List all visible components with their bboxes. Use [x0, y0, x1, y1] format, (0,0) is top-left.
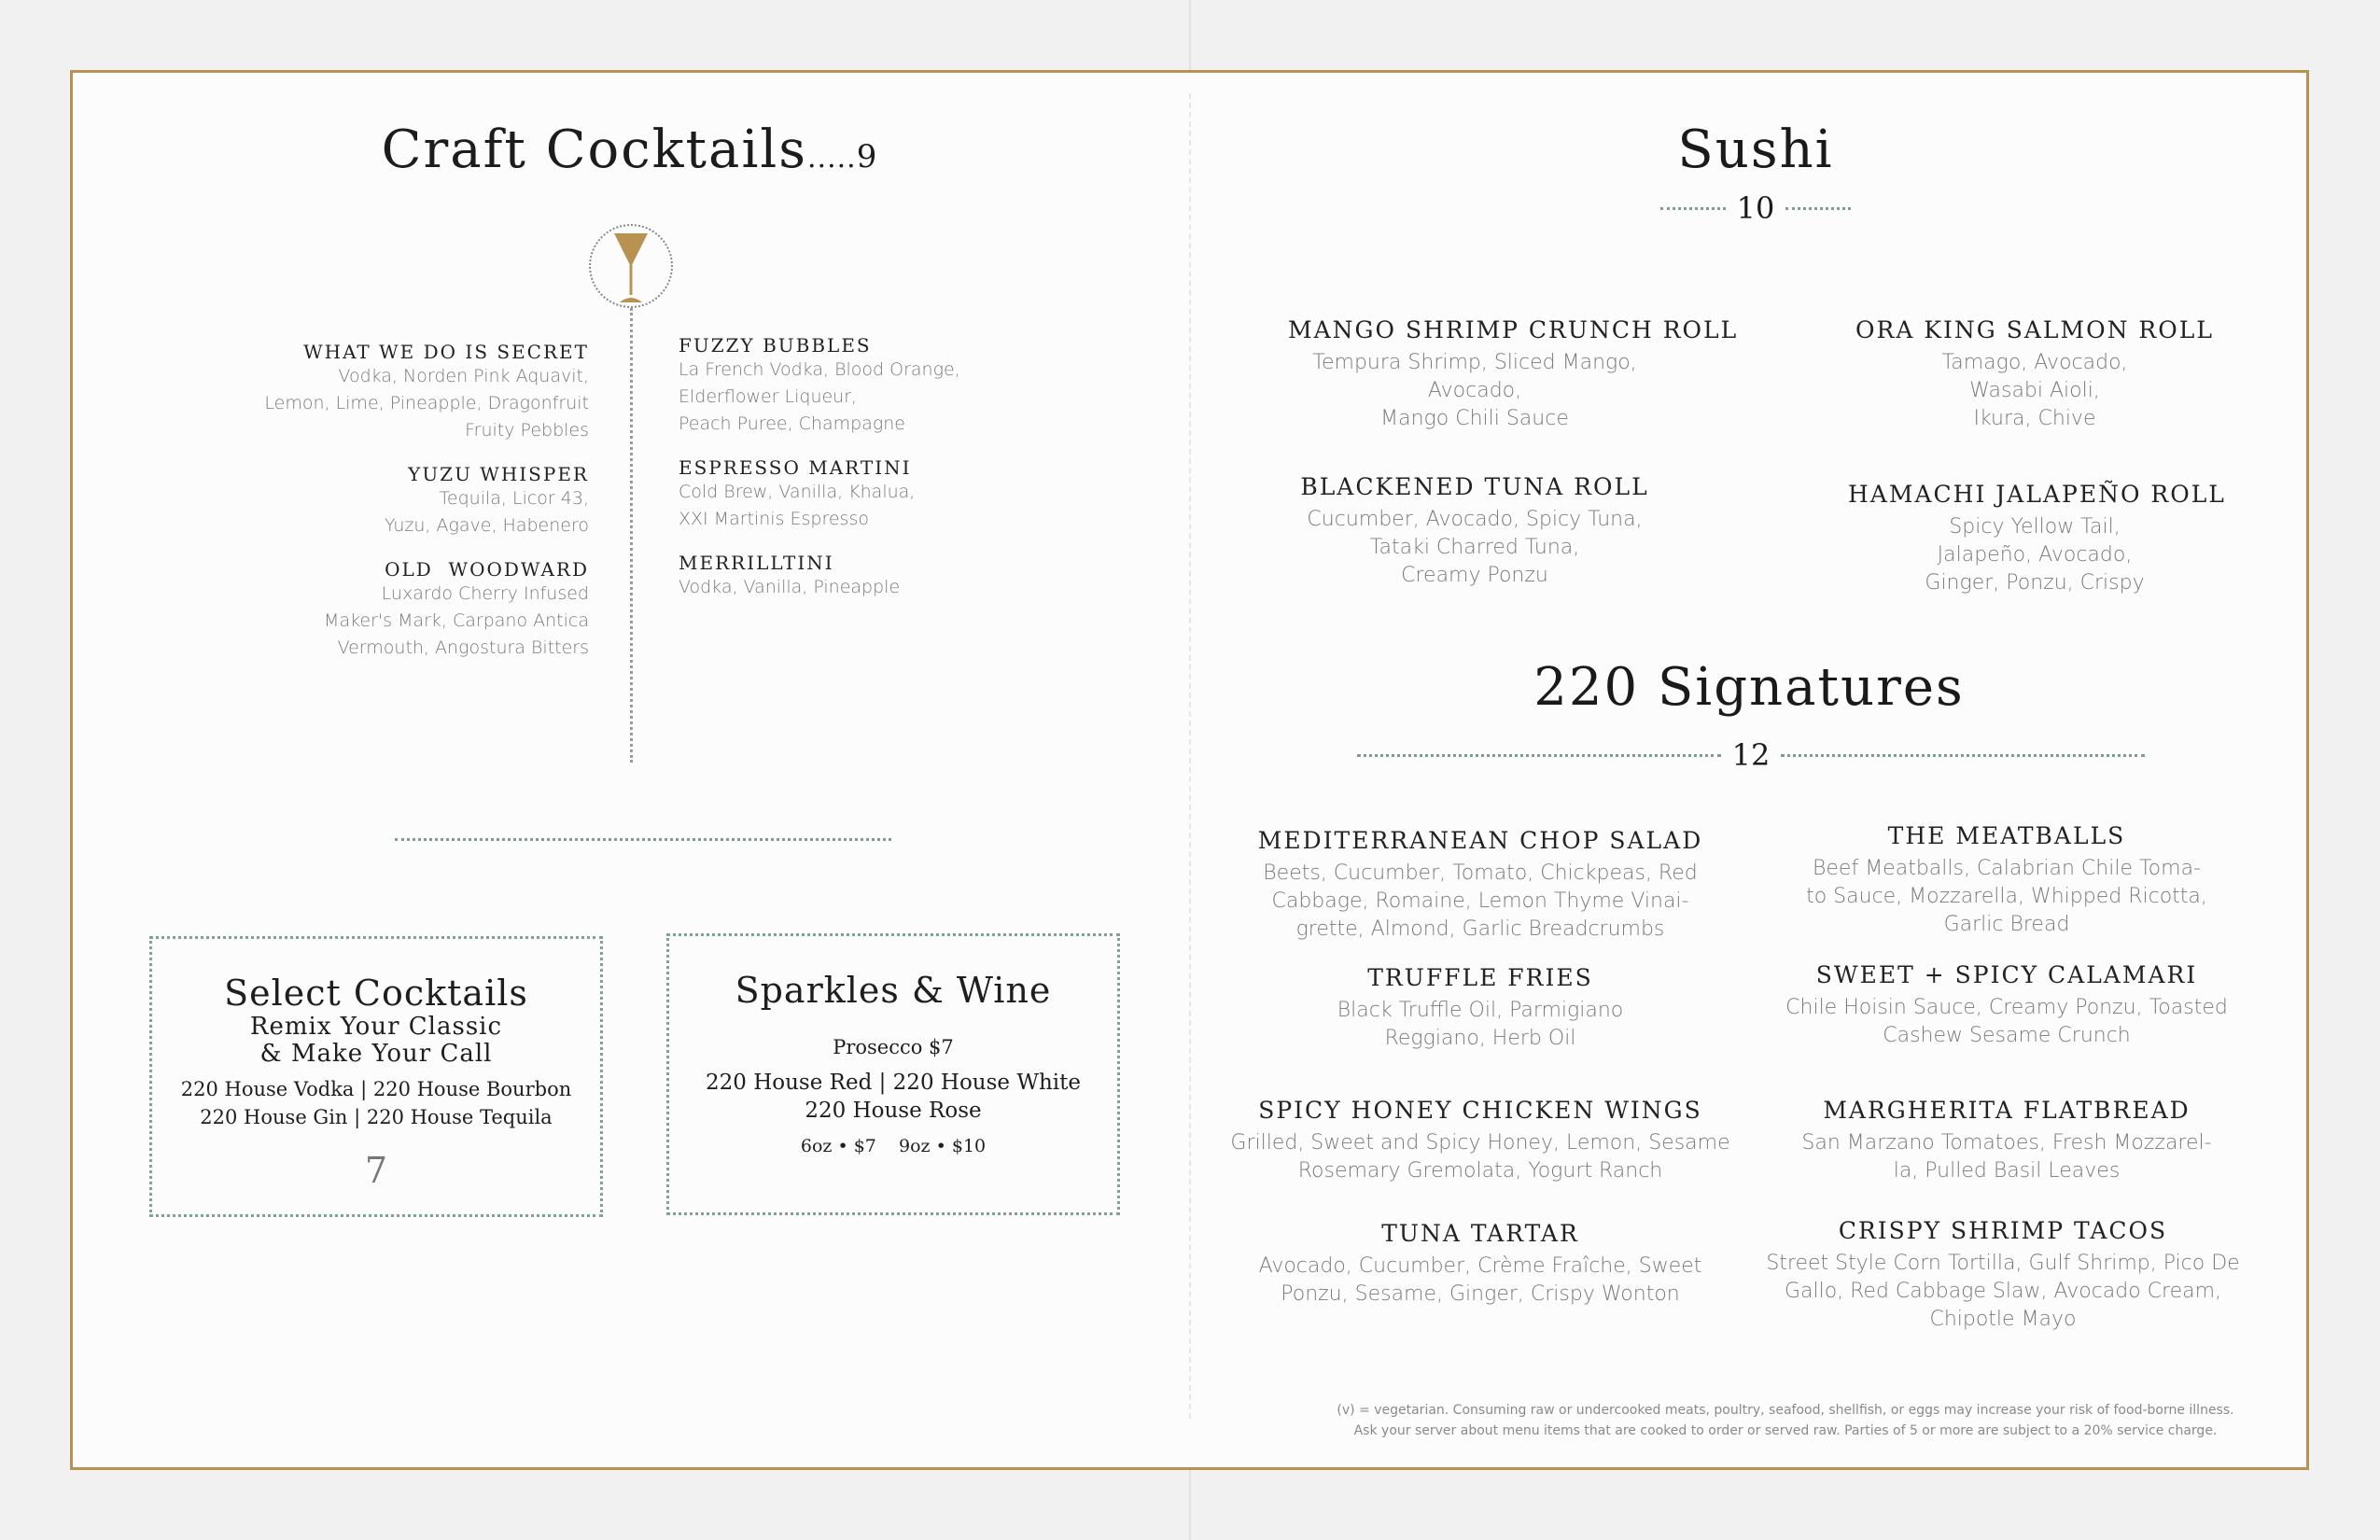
- house-wine-line: 220 House Red | 220 House White: [706, 1071, 1081, 1095]
- description-line: Street Style Corn Tortilla, Gulf Shrimp, Pico De: [1766, 1252, 2240, 1275]
- drink-name: YUZU WHISPER: [408, 463, 589, 485]
- select-cocktails-subtitle: Remix Your Classic: [249, 1013, 503, 1041]
- ingredient-line: Lemon, Lime, Pineapple, Dragonfruit: [264, 393, 589, 413]
- description-line: Mango Chili Sauce: [1380, 407, 1569, 430]
- item-description: [1755, 855, 2259, 939]
- description-line: Tempura Shrimp, Sliced Mango,: [1312, 351, 1637, 374]
- select-cocktails-line: 220 House Vodka | 220 House Bourbon: [180, 1078, 572, 1100]
- description-line: to Sauce, Mozzarella, Whipped Ricotta,: [1806, 885, 2207, 908]
- menu-item-mango-shrimp-crunch-roll: [1288, 315, 1739, 433]
- menu-item-ora-king-salmon-roll: [1848, 315, 2221, 433]
- menu-item-hamachi-jalapeno-roll: [1848, 480, 2226, 597]
- price-rule: [1781, 754, 2145, 757]
- ingredient-line: Vodka, Vanilla, Pineapple: [679, 577, 901, 597]
- menu-item-margherita-flatbread: [1755, 1096, 2259, 1185]
- description-line: grette, Almond, Garlic Breadcrumbs: [1295, 917, 1665, 941]
- item-name: MARGHERITA FLATBREAD: [1823, 1097, 2191, 1124]
- item-name: SWEET + SPICY CALAMARI: [1815, 961, 2198, 988]
- description-line: Reggiano, Herb Oil: [1384, 1027, 1576, 1050]
- ingredient-line: Fruity Pebbles: [465, 420, 589, 441]
- menu-item-crispy-shrimp-tacos: [1742, 1216, 2264, 1334]
- description-line: Chile Hoisin Sauce, Creamy Ponzu, Toasted: [1785, 996, 2228, 1019]
- description-line: Gallo, Red Cabbage Slaw, Avocado Cream,: [1784, 1280, 2222, 1303]
- drink-fuzzy-bubbles: [679, 334, 1099, 438]
- item-description: [1288, 349, 1661, 433]
- cocktail-divider-rule: [630, 308, 633, 763]
- ingredient-line: Cold Brew, Vanilla, Khalua,: [679, 482, 916, 502]
- wine-pour-prices: 6oz • $7 9oz • $10: [800, 1136, 987, 1156]
- menu-item-the-meatballs: [1755, 821, 2259, 939]
- item-name: TUNA TARTAR: [1381, 1220, 1579, 1247]
- menu-item-blackened-tuna-roll: [1288, 472, 1661, 590]
- price-rule: [1785, 207, 1851, 210]
- ingredient-line: La French Vodka, Blood Orange,: [679, 359, 960, 380]
- select-cocktails-box: [149, 936, 603, 1217]
- drink-ingredients: [679, 479, 1099, 533]
- description-line: Wasabi Aioli,: [1969, 379, 2100, 402]
- signatures-price: 12: [1731, 737, 1771, 773]
- drink-ingredients: [187, 581, 589, 662]
- ingredient-line: Vodka, Norden Pink Aquavit,: [338, 366, 589, 386]
- drink-espresso-martini: [679, 456, 1099, 533]
- craft-cocktails-title: Craft Cocktails: [381, 119, 807, 180]
- item-name: CRISPY SHRIMP TACOS: [1838, 1217, 2168, 1244]
- sushi-price: 10: [1736, 190, 1775, 226]
- signatures-title: 220 Signatures: [1533, 657, 1965, 718]
- drink-name: OLD WOODWARD: [385, 558, 589, 581]
- drink-merrilltini: [679, 552, 1099, 601]
- description-line: Black Truffle Oil, Parmigiano: [1337, 999, 1624, 1022]
- item-name: TRUFFLE FRIES: [1367, 964, 1593, 991]
- description-line: Ginger, Ponzu, Crispy: [1925, 571, 2145, 595]
- description-line: Avocado, Cucumber, Crème Fraîche, Sweet: [1258, 1254, 1702, 1278]
- item-description: [1228, 997, 1732, 1053]
- drink-ingredients: [187, 485, 589, 539]
- prosecco-line: Prosecco $7: [833, 1036, 954, 1058]
- item-description: [1755, 994, 2259, 1050]
- description-line: Spicy Yellow Tail,: [1949, 515, 2121, 539]
- description-line: Ikura, Chive: [1973, 407, 2096, 430]
- description-line: Grilled, Sweet and Spicy Honey, Lemon, Sesame: [1230, 1131, 1730, 1155]
- item-description: [1219, 1129, 1742, 1185]
- ingredient-line: XXI Martinis Espresso: [679, 509, 869, 529]
- description-line: Creamy Ponzu: [1401, 564, 1548, 587]
- ingredient-line: Vermouth, Angostura Bitters: [337, 637, 589, 658]
- select-cocktails-line: 220 House Gin | 220 House Tequila: [200, 1106, 553, 1128]
- menu-item-sweet-spicy-calamari: [1755, 960, 2259, 1050]
- ingredient-line: Luxardo Cherry Infused: [381, 583, 589, 604]
- description-line: Garlic Bread: [1943, 913, 2070, 936]
- description-line: San Marzano Tomatoes, Fresh Mozzarel-: [1801, 1131, 2212, 1155]
- item-name: MEDITERRANEAN CHOP SALAD: [1257, 827, 1703, 854]
- item-name: SPICY HONEY CHICKEN WINGS: [1258, 1097, 1702, 1124]
- craft-cocktails-price: 9: [856, 138, 879, 175]
- select-cocktails-price: 7: [364, 1150, 388, 1191]
- sushi-title: Sushi: [1677, 119, 1834, 180]
- price-rule: [1660, 207, 1726, 210]
- left-page: [0, 0, 1189, 1540]
- menu-item-tuna-tartar: [1228, 1219, 1732, 1309]
- item-name: ORA KING SALMON ROLL: [1855, 316, 2214, 343]
- select-cocktails-title: Select Cocktails: [224, 973, 528, 1014]
- footnote-line: Ask your server about menu items that are cooked to order or served raw. Parties of 5 or more are subject to a 20% service charge.: [1353, 1423, 2218, 1438]
- ingredient-line: Peach Puree, Champagne: [679, 413, 905, 434]
- description-line: Tataki Charred Tuna,: [1369, 536, 1580, 559]
- item-description: [1848, 349, 2221, 433]
- house-wine-line: 220 House Rose: [805, 1099, 982, 1123]
- item-name: BLACKENED TUNA ROLL: [1300, 473, 1649, 500]
- item-description: [1228, 860, 1732, 944]
- footnote-line: (v) = vegetarian. Consuming raw or undercooked meats, poultry, seafood, shellfish, or eggs may increase your risk of food-borne illness.: [1337, 1403, 2234, 1418]
- price-rule: [1357, 754, 1721, 757]
- ingredient-line: Elderflower Liqueur,: [679, 386, 858, 407]
- description-line: Cucumber, Avocado, Spicy Tuna,: [1307, 508, 1643, 531]
- item-name: HAMACHI JALAPEÑO ROLL: [1848, 481, 2226, 508]
- signatures-price-row: [1331, 737, 2171, 773]
- item-description: [1288, 506, 1661, 590]
- description-line: Ponzu, Sesame, Ginger, Crispy Wonton: [1281, 1282, 1680, 1306]
- drink-old-woodward: [187, 558, 589, 662]
- drink-name: ESPRESSO MARTINI: [679, 456, 912, 479]
- drink-ingredients: [187, 363, 589, 444]
- item-description: [1755, 1129, 2259, 1185]
- item-description: [1848, 513, 2221, 597]
- select-cocktails-subtitle: & Make Your Call: [259, 1040, 493, 1068]
- description-line: Chipotle Mayo: [1929, 1308, 2077, 1331]
- menu-item-mediterranean-chop-salad: [1228, 826, 1732, 944]
- menu-item-spicy-honey-chicken-wings: [1219, 1096, 1742, 1185]
- drink-what-we-do-is-secret: [187, 341, 589, 444]
- drink-name: MERRILLTINI: [679, 552, 834, 574]
- ingredient-line: Yuzu, Agave, Habenero: [384, 515, 589, 536]
- description-line: Cashew Sesame Crunch: [1883, 1024, 2131, 1047]
- description-line: la, Pulled Basil Leaves: [1893, 1159, 2121, 1183]
- section-divider: [395, 838, 891, 841]
- item-name: MANGO SHRIMP CRUNCH ROLL: [1288, 316, 1739, 343]
- description-line: Jalapeño, Avocado,: [1937, 543, 2133, 567]
- cocktail-list-right: [679, 334, 1099, 620]
- description-line: Beef Meatballs, Calabrian Chile Toma-: [1812, 857, 2201, 880]
- footnote: [1191, 1400, 2380, 1441]
- sparkles-wine-box: [666, 933, 1120, 1215]
- description-line: Beets, Cucumber, Tomato, Chickpeas, Red: [1263, 861, 1698, 885]
- item-description: [1742, 1250, 2264, 1334]
- craft-cocktails-heading: [0, 119, 1260, 180]
- ingredient-line: Maker's Mark, Carpano Antica: [324, 610, 589, 631]
- drink-ingredients: [679, 357, 1099, 438]
- item-description: [1228, 1253, 1732, 1309]
- description-line: Tamago, Avocado,: [1941, 351, 2128, 374]
- drink-name: WHAT WE DO IS SECRET: [303, 341, 589, 363]
- drink-ingredients: [679, 574, 1099, 601]
- item-name: THE MEATBALLS: [1887, 822, 2126, 849]
- description-line: Rosemary Gremolata, Yogurt Ranch: [1297, 1159, 1663, 1183]
- description-line: Cabbage, Romaine, Lemon Thyme Vinai-: [1271, 889, 1689, 913]
- menu-item-truffle-fries: [1228, 963, 1732, 1053]
- drink-name: FUZZY BUBBLES: [679, 334, 872, 357]
- title-leader-dots: .....: [807, 142, 857, 175]
- drink-yuzu-whisper: [187, 463, 589, 539]
- right-page: [1191, 0, 2380, 1540]
- cocktail-list-left: [187, 341, 589, 680]
- sparkles-wine-title: Sparkles & Wine: [735, 970, 1052, 1011]
- martini-glass-icon: [589, 224, 673, 308]
- ingredient-line: Tequila, Licor 43,: [439, 488, 589, 509]
- sushi-price-row: [1658, 190, 1854, 226]
- description-line: Avocado,: [1427, 379, 1522, 402]
